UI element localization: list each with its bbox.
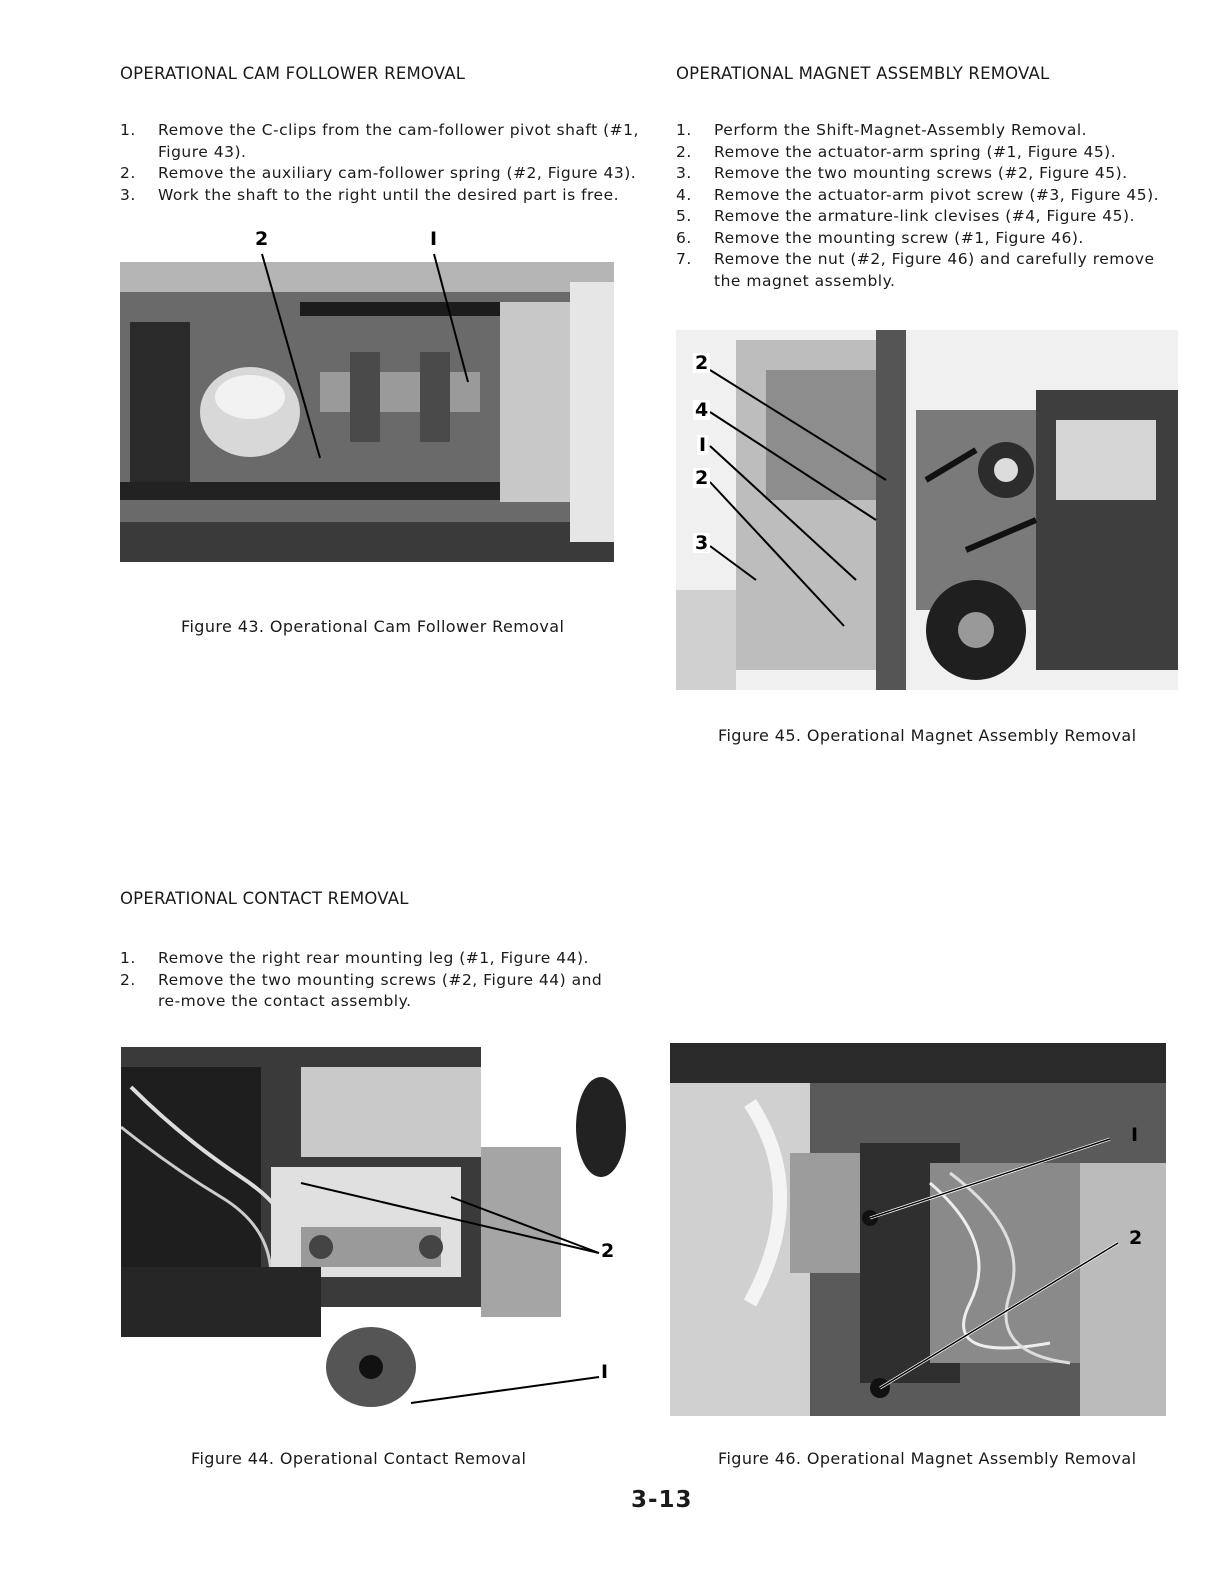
figure-43-leader-lines (120, 240, 614, 480)
figure-44-caption: Figure 44. Operational Contact Removal (191, 1449, 527, 1468)
figure-45-leader-lines (676, 330, 1178, 690)
figure-44-leader-lines (121, 1047, 626, 1417)
list-item: 6. Remove the mounting screw (#1, Figure 46). (676, 228, 1084, 247)
list-item: 1. Remove the right rear mounting leg (#1, Figure 44). (120, 949, 589, 967)
figure-46-callout-1: I (1131, 1124, 1139, 1146)
list-item: 2. Remove the two mounting screws (#2, Figure 44) and re-move the contact assembly. (120, 970, 603, 1010)
list-item: 2. Remove the actuator-arm spring (#1, Figure 45). (676, 142, 1117, 161)
page-number: 3-13 (631, 1487, 693, 1513)
contact-removal-steps (120, 948, 625, 1013)
figure-45-callout-2: 2 (695, 352, 709, 374)
magnet-assembly-heading: OPERATIONAL MAGNET ASSEMBLY REMOVAL (676, 64, 1050, 83)
figure-46-caption: Figure 46. Operational Magnet Assembly Removal (718, 1449, 1137, 1468)
figure-45-callout-2b: 2 (695, 467, 709, 489)
list-item: 7. Remove the nut (#2, Figure 46) and carefully remove the magnet assembly. (676, 250, 1155, 290)
cam-follower-steps (120, 120, 640, 206)
list-item: 1. Remove the C-clips from the cam-follower pivot shaft (#1, Figure 43). (120, 121, 639, 161)
figure-43-callout-1: I (430, 228, 438, 250)
figure-46-callout-2: 2 (1129, 1227, 1143, 1249)
list-item: 1. Perform the Shift-Magnet-Assembly Removal. (676, 121, 1088, 139)
list-item: 3. Remove the two mounting screws (#2, Figure 45). (676, 164, 1128, 182)
list-item: 2. Remove the auxiliary cam-follower spring (#2, Figure 43). (120, 164, 637, 182)
figure-45-callout-1: I (699, 434, 707, 456)
figure-44-callout-2: 2 (601, 1240, 615, 1262)
figure-44-callout-1: I (601, 1361, 609, 1383)
figure-46-leader-lines (670, 1043, 1166, 1416)
list-item: 4. Remove the actuator-arm pivot screw (#3, Figure 45). (676, 185, 1160, 204)
list-item: 3. Work the shaft to the right until the desired part is free. (120, 185, 620, 204)
figure-43-callout-2: 2 (255, 228, 269, 250)
magnet-assembly-steps (676, 120, 1181, 292)
list-item: 5. Remove the armature-link clevises (#4, Figure 45). (676, 207, 1135, 225)
figure-43-caption: Figure 43. Operational Cam Follower Removal (181, 617, 565, 636)
figure-45-callout-4: 4 (695, 399, 709, 421)
contact-removal-heading: OPERATIONAL CONTACT REMOVAL (120, 889, 409, 908)
figure-45-callout-3: 3 (695, 532, 709, 554)
cam-follower-heading: OPERATIONAL CAM FOLLOWER REMOVAL (120, 64, 466, 83)
figure-45-caption: Figure 45. Operational Magnet Assembly Removal (718, 726, 1137, 745)
